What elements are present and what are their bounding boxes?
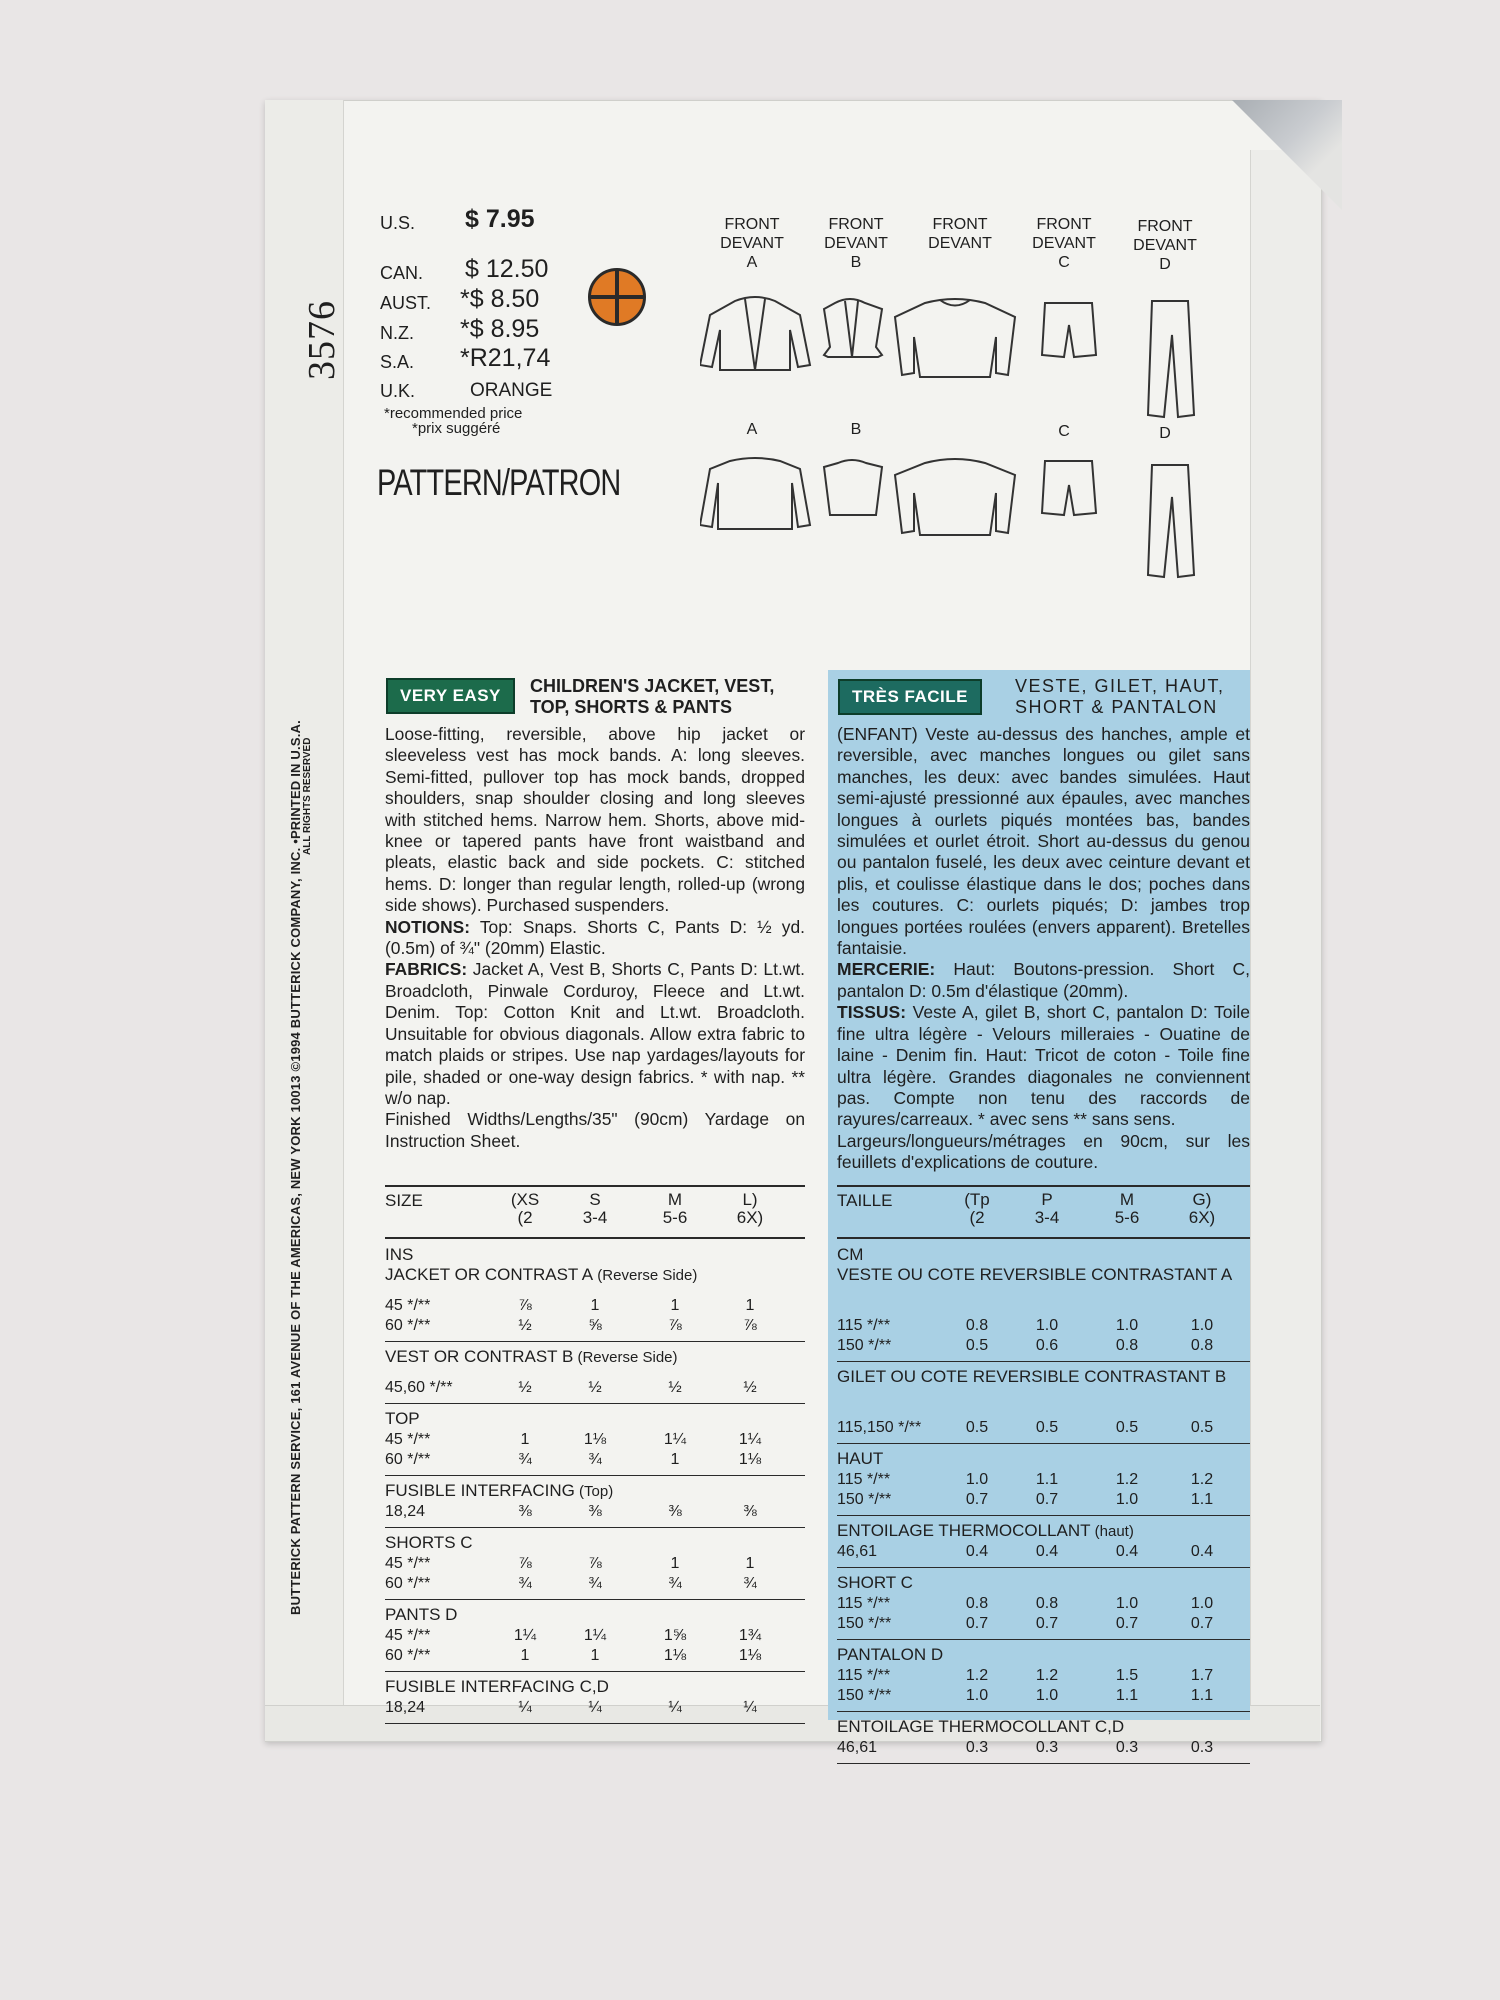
section-title: [385, 1677, 805, 1697]
mercerie-label: MERCERIE:: [837, 959, 936, 980]
table-row: [385, 1699, 805, 1719]
size-label: SIZE: [385, 1191, 423, 1210]
yardage-cell: 0.7: [965, 1615, 989, 1632]
view-label-top: FRONT DEVANT: [928, 216, 992, 252]
price-country: S.A.: [380, 352, 415, 372]
size-name: M: [667, 1190, 683, 1209]
price-country: CAN.: [380, 263, 424, 283]
price-value: ORANGE: [470, 380, 553, 401]
row-width: 115 */**: [837, 1471, 891, 1488]
yardage-cell: 0.7: [1190, 1615, 1214, 1632]
size-header: [837, 1189, 1250, 1233]
section-note: (Reverse Side): [573, 1349, 678, 1366]
yardage-cell: ⅜: [668, 1503, 682, 1520]
row-width: 115,150 */**: [837, 1419, 922, 1436]
yardage-cell: 0.8: [965, 1595, 989, 1612]
section-name: PANTALON D: [837, 1645, 944, 1664]
section-name: HAUT: [837, 1449, 884, 1468]
pants-front-sketch: [1148, 301, 1194, 417]
jacket-front-sketch: [700, 297, 810, 370]
yardage-cell: 1.1: [1190, 1687, 1214, 1704]
yardage-cell: 0.7: [965, 1491, 989, 1508]
size-range: 5-6: [1114, 1208, 1140, 1227]
section-title: [385, 1533, 805, 1553]
section-rule: [837, 1515, 1250, 1516]
unit-label: INS: [385, 1245, 414, 1264]
fabrics-text: Jacket A, Vest B, Shorts C, Pants D: Lt.wt. Broadcloth, Pinwale Corduroy, Fleece and Lt.wt. Denim. Top: Cotton Knit and Lt.wt. Broadcloth. Unsuitable for obvious diagonals. Allow extra fabric to match plaids or stripes. Use nap yardages/layouts for pile, shaded or one-way design fabrics. * with nap. ** w/o nap.: [385, 959, 805, 1108]
yardage-cell: ⅞: [518, 1297, 532, 1314]
row-width: 45 */**: [385, 1555, 431, 1572]
row-width: 18,24: [385, 1503, 426, 1520]
row-width: 115 */**: [837, 1595, 891, 1612]
size-name: S: [589, 1190, 601, 1209]
table-row: [837, 1667, 1250, 1687]
english-description: [385, 724, 805, 1152]
row-width: 46,61: [837, 1543, 878, 1560]
yardage-cell: 1⅛: [738, 1451, 762, 1468]
section-title: [837, 1717, 1250, 1737]
section-title: [837, 1573, 1250, 1593]
view-label-b: FRONT DEVANT B: [824, 216, 888, 271]
price-country: U.S.: [380, 213, 416, 233]
section-title: [385, 1347, 805, 1368]
size-name: M: [1119, 1190, 1135, 1209]
yardage-cell: 1: [670, 1297, 680, 1314]
yardage-cell: 1¼: [738, 1431, 762, 1448]
table-row: [837, 1543, 1250, 1563]
section-note: (Reverse Side): [593, 1267, 698, 1284]
yardage-cell: 0.3: [1190, 1739, 1214, 1756]
yardage-cell: 1.1: [1035, 1471, 1059, 1488]
french-finished: Largeurs/longueurs/métrages en 90cm, sur les feuillets d'explications de couture.: [837, 1130, 1250, 1173]
price-row: [380, 374, 553, 402]
row-width: 60 */**: [385, 1451, 431, 1468]
tissus-text: Veste A, gilet B, short C, pantalon D: Toile fine ultra légère - Velours milleraies - Ouatine de laine - Denim fin. Haut: Tricot de coton - Toile fine ultra légère. Grandes diagonales ne conviennent pas. Compte non tenu des raccords de rayures/carreaux. * avec sens ** sans sens.: [837, 1002, 1250, 1130]
table-row: [837, 1317, 1250, 1337]
difficulty-rating-icon: [588, 268, 646, 326]
yardage-cell: 1.1: [1115, 1687, 1139, 1704]
section-rule: [837, 1361, 1250, 1362]
table-row: [385, 1379, 805, 1399]
yardage-cell: 0.4: [965, 1543, 989, 1560]
yardage-cell: 1.7: [1190, 1667, 1214, 1684]
yardage-cell: 1⅛: [663, 1647, 687, 1664]
table-row: [385, 1297, 805, 1317]
shorts-front-sketch: [1042, 303, 1096, 357]
unit-label: CM: [837, 1245, 864, 1264]
row-width: 18,24: [385, 1699, 426, 1716]
english-body: Loose-fitting, reversible, above hip jacket or sleeveless vest has mock bands. A: long sleeves. Semi-fitted, pullover top has mock bands, dropped shoulders, snap shoulder closing and long sleeves with stitched hems. Narrow hem. Shorts, above mid-knee or tapered pants have front waistband and pleats, elastic back and side pockets. C: stitched hems. D: longer than regular length, rolled-up (wrong side shows). Purchased suspenders.: [385, 724, 805, 916]
price-value: $ 7.95: [465, 205, 535, 233]
section-name: SHORT C: [837, 1573, 913, 1592]
section-title: [837, 1265, 1250, 1285]
section-title: [385, 1605, 805, 1625]
section-rule: [385, 1527, 805, 1528]
price-country: N.Z.: [380, 323, 414, 343]
row-width: 115 */**: [837, 1317, 891, 1334]
yardage-cell: 0.6: [1035, 1337, 1059, 1354]
table-row: [385, 1451, 805, 1471]
yardage-cell: 1.2: [1115, 1471, 1139, 1488]
section-name: FUSIBLE INTERFACING: [385, 1481, 575, 1500]
yardage-cell: ¾: [743, 1575, 757, 1592]
price-country: AUST.: [380, 293, 432, 313]
yardage-cell: 0.5: [1035, 1419, 1059, 1436]
garment-sketches: [700, 285, 1220, 585]
yardage-cell: 0.7: [1035, 1491, 1059, 1508]
section-rule: [385, 1671, 805, 1672]
table-row: [837, 1471, 1250, 1491]
section-name: ENTOILAGE THERMOCOLLANT: [837, 1521, 1091, 1540]
row-width: 115 */**: [837, 1667, 891, 1684]
size-range: 6X): [1188, 1208, 1216, 1227]
yardage-cell: 1.5: [1115, 1667, 1139, 1684]
yardage-cell: 1.0: [1115, 1317, 1139, 1334]
size-column: [725, 1191, 775, 1227]
yardage-cell: ¼: [518, 1699, 532, 1716]
section-rule: [837, 1567, 1250, 1568]
size-name: (XS: [510, 1190, 540, 1209]
back-label-c: C: [1058, 423, 1070, 440]
yardage-cell: ½: [668, 1379, 682, 1396]
price-value: *$ 8.50: [460, 285, 540, 313]
yardage-cell: ¼: [588, 1699, 602, 1716]
price-row: [380, 316, 550, 344]
section-name: FUSIBLE INTERFACING C,D: [385, 1677, 609, 1696]
yardage-cell: 0.5: [1115, 1419, 1139, 1436]
size-column: [500, 1191, 550, 1227]
section-title: [385, 1481, 805, 1502]
size-name: (Tp: [964, 1190, 990, 1209]
row-width: 45 */**: [385, 1431, 431, 1448]
row-width: 60 */**: [385, 1317, 431, 1334]
yardage-cell: 0.3: [965, 1739, 989, 1756]
english-title: CHILDREN'S JACKET, VEST, TOP, SHORTS & PANTS: [530, 676, 775, 717]
very-easy-badge: VERY EASY: [386, 678, 515, 714]
size-column: [1177, 1191, 1227, 1227]
row-width: 150 */**: [837, 1687, 892, 1704]
row-width: 150 */**: [837, 1491, 892, 1508]
yardage-cell: 1¼: [513, 1627, 537, 1644]
table-row: [837, 1419, 1250, 1439]
table-top-rule: [385, 1185, 805, 1187]
table-row: [385, 1627, 805, 1647]
size-label: TAILLE: [837, 1191, 893, 1210]
yardage-cell: ¼: [668, 1699, 682, 1716]
row-width: 45 */**: [385, 1297, 431, 1314]
yardage-cell: ¼: [743, 1699, 757, 1716]
yardage-cell: 1.0: [1115, 1491, 1139, 1508]
size-column: [952, 1191, 1002, 1227]
side-reserved: ALL RIGHTS RESERVED: [302, 737, 313, 855]
table-row: [837, 1595, 1250, 1615]
yardage-cell: ¾: [588, 1575, 602, 1592]
envelope-right-flap: [1250, 150, 1321, 1740]
section-name: VESTE OU COTE REVERSIBLE CONTRASTANT A: [837, 1265, 1233, 1284]
section-rule: [837, 1763, 1250, 1764]
size-header: [385, 1189, 805, 1233]
size-range: (2: [517, 1208, 533, 1227]
row-width: 150 */**: [837, 1615, 892, 1632]
yardage-cell: 1.0: [965, 1471, 989, 1488]
table-row: [385, 1647, 805, 1667]
table-row: [385, 1503, 805, 1523]
vest-front-sketch: [824, 299, 882, 357]
yardage-cell: 1⅝: [663, 1627, 687, 1644]
yardage-cell: ⅜: [518, 1503, 532, 1520]
yardage-cell: ⅞: [668, 1317, 682, 1334]
section-rule: [385, 1403, 805, 1404]
yardage-cell: 1¼: [663, 1431, 687, 1448]
yardage-cell: 1.0: [1035, 1687, 1059, 1704]
section-note: (Top): [574, 1483, 614, 1500]
yardage-cell: 1.2: [965, 1667, 989, 1684]
section-rule: [837, 1639, 1250, 1640]
yardage-cell: ½: [518, 1317, 532, 1334]
finished-text: Finished Widths/Lengths/35" (90cm) Yardage on Instruction Sheet.: [385, 1109, 805, 1151]
price-row: [380, 286, 550, 314]
size-range: 5-6: [662, 1208, 688, 1227]
yardage-cell: 1: [520, 1647, 530, 1664]
yardage-cell: 1: [590, 1647, 600, 1664]
yardage-cell: 1.1: [1190, 1491, 1214, 1508]
row-width: 45,60 */**: [385, 1379, 453, 1396]
price-note-en: *recommended price: [384, 405, 523, 422]
yardage-cell: 0.3: [1115, 1739, 1139, 1756]
back-label-d: D: [1159, 425, 1171, 442]
section-title: [385, 1265, 805, 1286]
row-width: 45 */**: [385, 1627, 431, 1644]
vest-back-sketch: [824, 460, 882, 515]
yardage-cell: ⅜: [588, 1503, 602, 1520]
size-range: (2: [969, 1208, 985, 1227]
section-name: GILET OU COTE REVERSIBLE CONTRASTANT B: [837, 1367, 1227, 1386]
side-copyright: BUTTERICK PATTERN SERVICE, 161 AVENUE OF THE AMERICAS, NEW YORK 10013 ©1994 BUTTERICK COMPANY, INC. •PRINTED IN U.S.A.: [288, 720, 303, 1615]
yardage-cell: ½: [588, 1379, 602, 1396]
pants-back-sketch: [1148, 465, 1194, 577]
size-column: [1102, 1191, 1152, 1227]
section-name: PANTS D: [385, 1605, 458, 1624]
yardage-cell: 1.2: [1035, 1667, 1059, 1684]
section-name: ENTOILAGE THERMOCOLLANT C,D: [837, 1717, 1125, 1736]
yardage-cell: ½: [518, 1379, 532, 1396]
yardage-cell: ¾: [518, 1451, 532, 1468]
size-column: [1022, 1191, 1072, 1227]
yardage-cell: 0.5: [1190, 1419, 1214, 1436]
yardage-cell: 0.8: [1115, 1337, 1139, 1354]
view-label-a: FRONT DEVANT A: [720, 216, 784, 271]
shorts-back-sketch: [1042, 461, 1096, 515]
yardage-cell: 1.0: [1035, 1317, 1059, 1334]
yardage-cell: 1: [670, 1555, 680, 1572]
section-rule: [837, 1443, 1250, 1444]
table-row: [837, 1687, 1250, 1707]
yardage-cell: 0.8: [1190, 1337, 1214, 1354]
yardage-cell: 1: [520, 1431, 530, 1448]
yardage-cell: 1: [745, 1555, 755, 1572]
size-range: 3-4: [1034, 1208, 1060, 1227]
price-note-fr: *prix suggéré: [412, 420, 501, 437]
row-width: 60 */**: [385, 1575, 431, 1592]
size-range: 6X): [736, 1208, 764, 1227]
size-name: P: [1041, 1190, 1053, 1209]
section-name: TOP: [385, 1409, 420, 1428]
header-rule: [385, 1237, 805, 1239]
fabrics-label: FABRICS:: [385, 959, 468, 980]
section-rule: [385, 1723, 805, 1724]
french-title: VESTE, GILET, HAUT, SHORT & PANTALON: [1015, 676, 1225, 717]
yardage-cell: ⅜: [743, 1503, 757, 1520]
view-label-c: FRONT DEVANT C: [1032, 216, 1096, 271]
french-body: (ENFANT) Veste au-dessus des hanches, ample et reversible, avec manches longues ou gilet sans manches, les deux: avec bandes simulées. Haut semi-ajusté pressionné aux épaules, avec manches longues à ourlets piqués montées bas, bandes simulées et ourlet étroit. Short au-dessus du genou ou pantalon fuselé, les deux avec ceinture devant et plis, et coulisse élastique dans le dos; poches dans les coutures. C: ourlets piqués; D: jambes trop longues portées roulées (envers apparent). Bretelles fantaisie.: [837, 724, 1250, 959]
section-title: [385, 1409, 805, 1429]
yardage-cell: 0.4: [1115, 1543, 1139, 1560]
table-top-rule: [837, 1185, 1250, 1187]
yardage-cell: 1¼: [583, 1627, 607, 1644]
yardage-cell: 0.4: [1035, 1543, 1059, 1560]
section-name: VEST OR CONTRAST B: [385, 1347, 574, 1366]
size-column: [570, 1191, 620, 1227]
top-back-sketch: [895, 459, 1015, 535]
row-width: 46,61: [837, 1739, 878, 1756]
price-row: [380, 256, 550, 284]
yardage-cell: 1.0: [1190, 1317, 1214, 1334]
size-column: [650, 1191, 700, 1227]
yardage-cell: ¾: [518, 1575, 532, 1592]
section-title: [837, 1367, 1250, 1387]
jacket-back-sketch: [700, 458, 810, 529]
table-row: [837, 1337, 1250, 1357]
yardage-cell: ⅝: [588, 1317, 602, 1334]
price-value: $ 12.50: [465, 255, 549, 283]
section-name: SHORTS C: [385, 1533, 473, 1552]
table-row: [385, 1555, 805, 1575]
tres-facile-badge: TRÈS FACILE: [838, 679, 982, 715]
yardage-cell: 1.0: [1115, 1595, 1139, 1612]
table-row: [837, 1615, 1250, 1635]
back-label-b: B: [850, 421, 862, 438]
size-name: L): [742, 1190, 758, 1209]
table-row: [385, 1431, 805, 1451]
price-row: [380, 206, 550, 234]
yardage-cell: 1.2: [1190, 1471, 1214, 1488]
back-label-a: A: [746, 421, 758, 438]
yardage-cell: 1: [745, 1297, 755, 1314]
size-range: 3-4: [582, 1208, 608, 1227]
pattern-title: PATTERN/PATRON: [377, 462, 621, 503]
size-name: G): [1192, 1190, 1212, 1209]
yardage-cell: 1.0: [965, 1687, 989, 1704]
row-width: 150 */**: [837, 1337, 892, 1354]
yardage-cell: 0.3: [1035, 1739, 1059, 1756]
yardage-cell: 1⅛: [738, 1647, 762, 1664]
table-row: [385, 1317, 805, 1337]
yardage-cell: 0.5: [965, 1419, 989, 1436]
section-title: [837, 1521, 1250, 1542]
top-front-sketch: [895, 299, 1015, 377]
section-note: (haut): [1090, 1523, 1134, 1540]
table-row: [837, 1739, 1250, 1759]
section-rule: [385, 1599, 805, 1600]
yardage-cell: 1: [670, 1451, 680, 1468]
table-row: [837, 1491, 1250, 1511]
price-value: *R21,74: [460, 344, 551, 372]
french-description: [837, 724, 1250, 1174]
header-rule: [837, 1237, 1250, 1239]
yardage-cell: 0.8: [965, 1317, 989, 1334]
yardage-cell: ¾: [588, 1451, 602, 1468]
yardage-cell: 1⅛: [583, 1431, 607, 1448]
yardage-cell: ½: [743, 1379, 757, 1396]
section-rule: [385, 1475, 805, 1476]
price-value: *$ 8.95: [460, 315, 540, 343]
notions-label: NOTIONS:: [385, 916, 471, 937]
yardage-cell: ¾: [668, 1575, 682, 1592]
notions-text: Top: Snaps. Shorts C, Pants D: ½ yd. (0.5m) of ¾" (20mm) Elastic.: [385, 916, 805, 959]
yardage-cell: 0.7: [1035, 1615, 1059, 1632]
yardage-cell: 1¾: [738, 1627, 762, 1644]
section-title: [837, 1449, 1250, 1469]
yardage-cell: 0.5: [965, 1337, 989, 1354]
section-rule: [837, 1711, 1250, 1712]
row-width: 60 */**: [385, 1647, 431, 1664]
yardage-cell: ⅞: [588, 1555, 602, 1572]
yardage-cell: 0.7: [1115, 1615, 1139, 1632]
section-title: [837, 1645, 1250, 1665]
tissus-label: TISSUS:: [837, 1002, 907, 1023]
section-rule: [385, 1341, 805, 1342]
yardage-cell: ⅞: [518, 1555, 532, 1572]
yardage-cell: 0.4: [1190, 1543, 1214, 1560]
table-row: [385, 1575, 805, 1595]
mercerie-text: Haut: Boutons-pression. Short C, pantalon D: 0.5m d'élastique (20mm).: [837, 959, 1250, 1001]
price-row: [380, 345, 550, 373]
price-country: U.K.: [380, 381, 416, 401]
pattern-number: 3576: [301, 300, 343, 380]
yardage-cell: 1.0: [1190, 1595, 1214, 1612]
view-label-d: FRONT DEVANT D: [1133, 218, 1197, 273]
yardage-cell: ⅞: [743, 1317, 757, 1334]
section-name: JACKET OR CONTRAST A: [385, 1265, 594, 1284]
yardage-cell: 1: [590, 1297, 600, 1314]
yardage-cell: 0.8: [1035, 1595, 1059, 1612]
